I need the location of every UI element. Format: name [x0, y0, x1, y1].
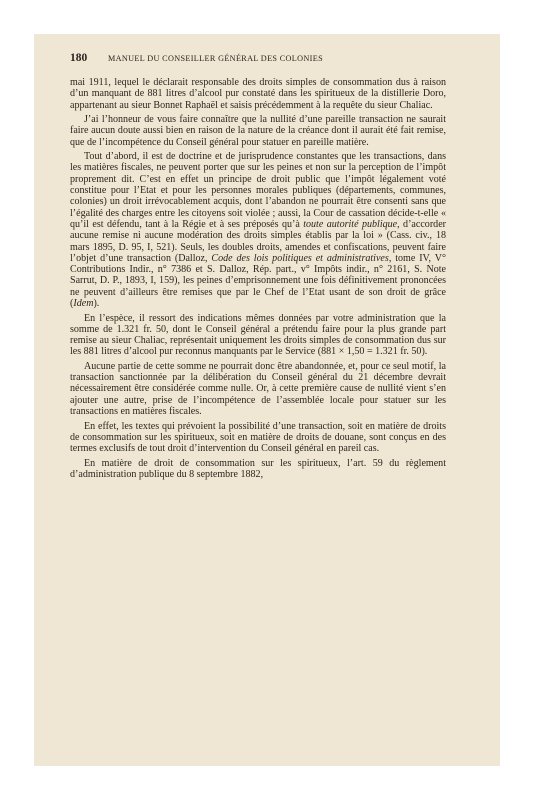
italic-text: Idem [73, 298, 94, 310]
text-run: ). [93, 298, 100, 310]
paragraph [70, 421, 446, 455]
text-run: mai 1911, lequel le déclarait responsable des droits simples de consommation dus à raison d’un manquant de 881 litres d’alcool pur constaté dans les spiritueux de la distillerie Doro, appartenant au sieur Bonnet Raphaël et saisis précédemment à la requête du sieur Chaliac. [70, 77, 446, 111]
paragraph [70, 313, 446, 358]
page-header [70, 52, 446, 66]
italic-text: toute autorité publique [303, 218, 398, 230]
text-run: Aucune partie de cette somme ne pourrait donc être abandonnée, et, pour ce seul motif, la transaction sanctionnée par la délibération du Conseil général du 21 décembre devrait nécessairement être considérée comme nulle. Or, à cette première cause de nullité vient s’en ajouter une autre, prise de l’incompétence de l’assemblée locale pour statuer sur les transactions en matières fiscales. [70, 360, 446, 418]
text-run: , tome IV, V° Contributions Indir., n° 7386 et S. Dalloz, Rép. part., v° Impôts indir., n° 2161, S. Note Sarrut, D. P., 1893, I, 159), les peines d’emprisonnement une fois définitivement prononcées ne peuvent d’ailleurs être remises que par le Chef de l’Etat usant de son droit de grâce ( [70, 252, 446, 310]
body-text [70, 77, 446, 483]
page-number: 180 [70, 52, 88, 64]
italic-text: Code des lois politiques et administratives [211, 252, 389, 264]
text-run: En effet, les textes qui prévoient la possibilité d’une transaction, soit en matière de droits de consommation sur les spiritueux, soit en matière de droits de douane, sont conçus en des termes exclusifs de tout droit d’intervention du Conseil général en pareil cas. [70, 420, 446, 455]
text-run: , d’accorder aucune remise ni aucune modération des droits simples établis par la loi » (Cass. civ., 18 mars 1895, D. 95, I, 521). Seuls, les doubles droits, amendes et confiscations, peuvent faire l’objet d’une transaction (Dalloz, [70, 218, 446, 264]
text-run: En l’espèce, il ressort des indications mêmes données par votre administration que la somme de 1.321 fr. 50, dont le Conseil général a prétendu faire pour la plus grande part remise au sieur Chaliac, représentait uniquement les droits simples de consommation dus sur les 881 litres d’alcool pur reconnus manquants par le Service (881 × 1,50 = 1.321 fr. 50). [70, 312, 446, 358]
text-run: Tout d’abord, il est de doctrine et de jurisprudence constantes que les transactions, dans les matières fiscales, ne peuvent porter que sur les peines et non sur la perception de l’impôt proprement dit. C’est en effet un principe de droit public que l’impôt légalement voté constitue pour l’Etat et pour les personnes morales publiques (départements, communes, colonies) un droit irrévocablement acquis, dont l’abandon ne pourrait être consenti sans que l’égalité des charges entre les citoyens soit violée ; aussi, la Cour de cassation décide-t-elle « qu’il est défendu, tant à la Régie et à ses préposés qu’à [70, 151, 446, 230]
paragraph [70, 151, 446, 309]
text-run: J’ai l’honneur de vous faire connaître que la nullité d’une pareille transaction ne saurait faire aucun doute aussi bien en raison de la nature de la créance dont il aurait été fait remise, que de l’incompétence du Conseil général pour statuer en pareille matière. [70, 114, 446, 148]
running-title: MANUEL DU CONSEILLER GÉNÉRAL DES COLONIES [108, 54, 324, 63]
text-run: En matière de droit de consommation sur les spiritueux, l’art. 59 du règlement d’administration publique du 8 septembre 1882, [70, 457, 446, 480]
paragraph [70, 77, 446, 111]
paragraph [70, 458, 446, 481]
paragraph [70, 114, 446, 148]
paragraph [70, 361, 446, 417]
